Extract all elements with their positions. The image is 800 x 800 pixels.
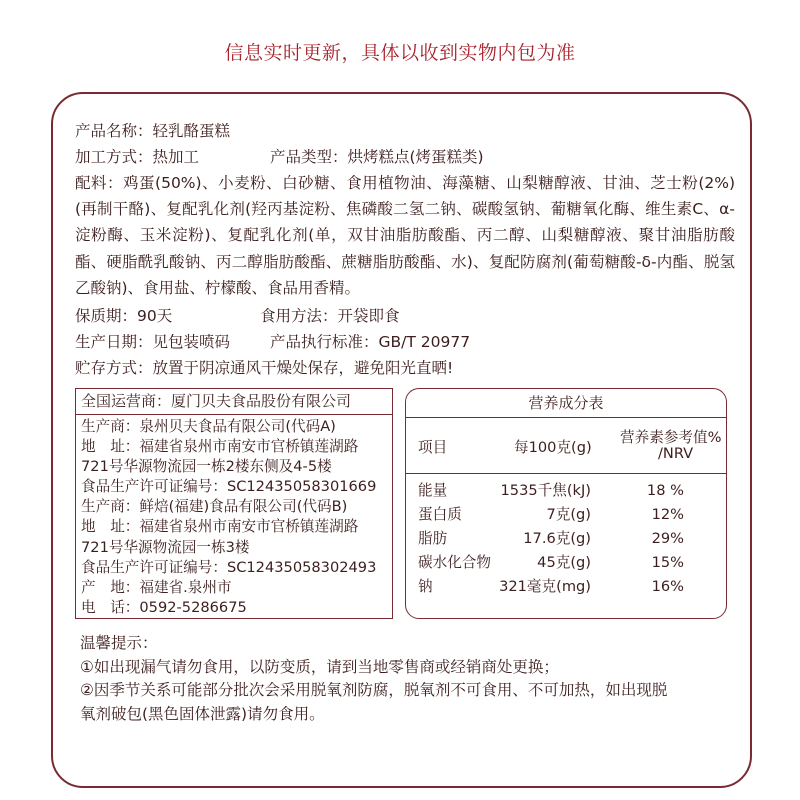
nutrient-name: 蛋白质	[418, 506, 462, 523]
standard: 产品执行标准：GB/T 20977	[270, 333, 471, 352]
manufacturer-line: 721号华源物流园一栋2楼东侧及4-5楼	[81, 458, 332, 476]
notice-banner: 信息实时更新，具体以收到实物内包为准	[224, 42, 576, 64]
nutrient-nrv: 12%	[651, 506, 684, 523]
nutrition-row	[406, 503, 726, 527]
nutrition-row	[406, 575, 726, 599]
manufacturer-line: 地 址：福建省泉州市南安市官桥镇莲湖路	[81, 438, 359, 456]
nutrient-nrv: 29%	[651, 530, 684, 547]
nutrient-name: 碳水化合物	[418, 554, 491, 571]
header-item: 项目	[418, 439, 448, 456]
manufacturer-line: 电 话：0592-5286675	[81, 598, 247, 616]
nutrient-value: 45克(g)	[537, 554, 591, 571]
nutrient-nrv: 18 %	[646, 482, 684, 499]
nutrition-rows	[406, 479, 726, 599]
manufacturer-line: 食品生产许可证编号：SC12435058301669	[81, 478, 377, 496]
nutrient-value: 7克(g)	[546, 506, 591, 523]
tips-line: ①如出现漏气请勿食用，以防变质，请到当地零售商或经销商处更换；	[80, 657, 559, 676]
warm-tips	[80, 632, 735, 726]
nutrition-row	[406, 479, 726, 503]
production-row	[75, 329, 735, 355]
nutrition-row	[406, 551, 726, 575]
tips-line: 氧剂破包(黑色固体泄露)请勿食用。	[80, 704, 325, 723]
nutrient-value: 321毫克(mg)	[499, 578, 591, 595]
manufacturer-line: 产 地：福建省.泉州市	[81, 578, 232, 596]
nutrient-name: 脂肪	[418, 530, 448, 547]
manufacturer-line: 721号华源物流园一栋3楼	[81, 538, 250, 556]
production-date: 生产日期：见包装喷码	[75, 333, 231, 352]
nutrition-row	[406, 527, 726, 551]
header-nrv-unit: /NRV	[658, 445, 694, 462]
manufacturer-details	[76, 415, 392, 618]
header-per: 每100克(g)	[514, 439, 592, 456]
nutrient-name: 钠	[418, 578, 433, 595]
nutrition-table	[405, 388, 727, 619]
nutrient-nrv: 15%	[651, 554, 684, 571]
nutrition-title: 营养成分表	[406, 389, 726, 418]
process-row	[75, 144, 735, 170]
manufacturer-line: 生产商：鲜焙(福建)食品有限公司(代码B)	[81, 498, 348, 516]
usage: 食用方法：开袋即食	[260, 307, 400, 326]
shelf-life: 保质期：90天	[75, 307, 173, 326]
nutrient-name: 能量	[418, 482, 448, 499]
ingredients: 配料：鸡蛋(50%)、小麦粉、白砂糖、食用植物油、海藻糖、山梨糖醇液、甘油、芝士粉(2%)(再制干酪)、复配乳化剂(羟丙基淀粉、焦磷酸二氢二钠、碳酸氢钠、葡糖氧化酶、维生素C、α-淀粉酶、玉米淀粉)、复配乳化剂(单，双甘油脂肪酸酯、丙二醇、山梨糖醇液、聚甘油脂肪酸酯、硬脂酰乳酸钠、丙二醇脂肪酸酯、蔗糖脂肪酸酯、水)、复配防腐剂(葡萄糖酸-δ-内酯、脱氢乙酸钠)、食用盐、柠檬酸、食品用香精。	[75, 174, 735, 297]
operator: 全国运营商：厦门贝夫食品股份有限公司	[76, 389, 392, 415]
product-type: 产品类型：烘烤糕点(烤蛋糕类)	[270, 148, 484, 166]
process-method: 加工方式：热加工	[75, 148, 200, 166]
storage: 贮存方式：放置于阴凉通风干燥处保存，避免阳光直晒!	[75, 359, 454, 378]
manufacturer-box	[75, 388, 393, 619]
product-info	[75, 118, 735, 381]
header-nrv: 营养素参考值%	[620, 429, 722, 446]
nutrient-value: 1535千焦(kJ)	[500, 482, 591, 499]
manufacturer-line: 食品生产许可证编号：SC12435058302493	[81, 558, 377, 576]
tips-line: ②因季节关系可能部分批次会采用脱氧剂防腐，脱氧剂不可食用、不可加热，如出现脱	[80, 681, 668, 699]
shelf-life-row	[75, 303, 735, 329]
nutrition-header	[406, 418, 726, 474]
manufacturer-line: 生产商：泉州贝夫食品有限公司(代码A)	[81, 418, 336, 435]
product-name: 产品名称：轻乳酪蛋糕	[75, 122, 231, 140]
nutrient-nrv: 16%	[651, 578, 684, 595]
manufacturer-line: 地 址：福建省泉州市南安市官桥镇莲湖路	[81, 518, 359, 536]
tips-title: 温馨提示：	[80, 634, 158, 652]
nutrient-value: 17.6克(g)	[523, 530, 591, 547]
